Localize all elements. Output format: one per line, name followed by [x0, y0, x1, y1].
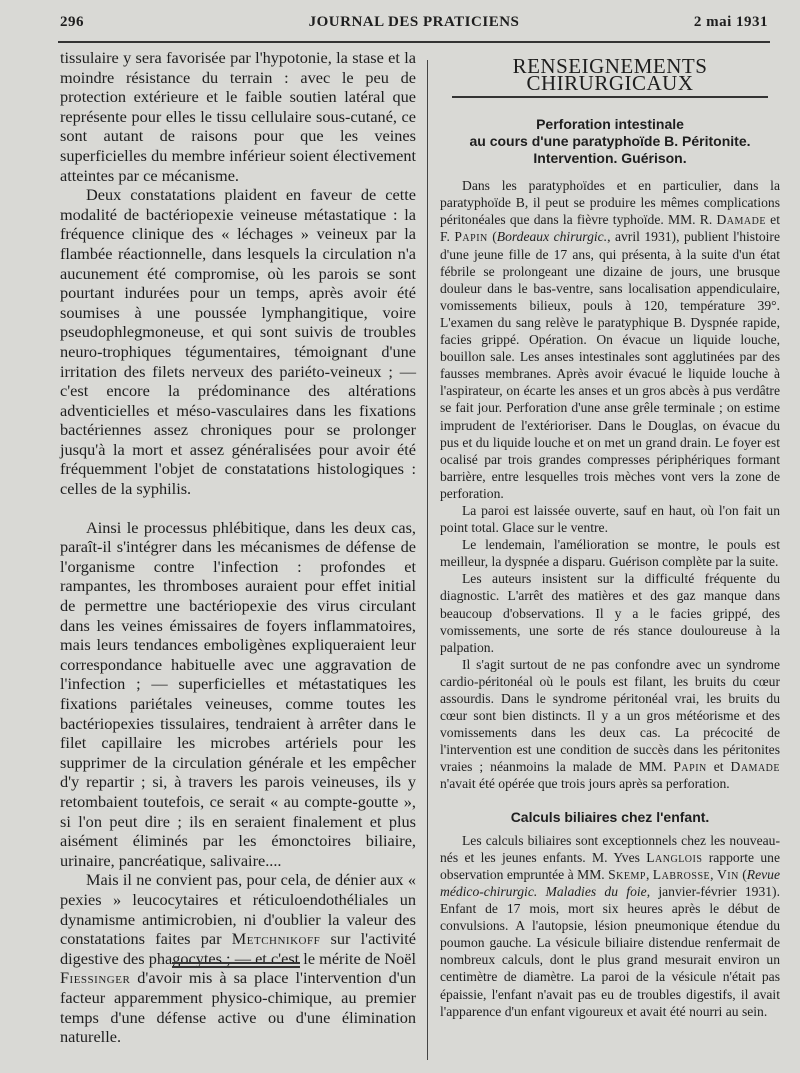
author-name: Vin	[716, 866, 739, 882]
paragraph: Ainsi le processus phlébitique, dans les deux cas, paraît-il s'intégrer dans les mécanismes de défense de l'organisme contre l'infection : profondes et rampantes, les thromboses auraient pour effet initial de permettre une bactériopexie des virus circulant dans les veines émissaires de foyers inflammatoires, mais leurs tendances emboligènes expliqueraient leur correspondance habituelle avec une aggravation de l'infection ; — superficielles et métastatiques les fixations pariétales veineuses, comme toutes les bactériopexies tissulaires, tendraient à arrêter dans le filet capillaire les microbes artériels pour les supprimer de la circulation générale et les empêcher d'y repartir ; si, à travers les parois veineuses, ils y retombaient toutefois, ce serait « au compte-goutte », si l'on peut dire ; ils en seraient finalement et plus aisément éliminés par les émonctoires biliaire, urinaire, pancréatique, salivaire....	[60, 517, 416, 870]
paragraph: Les calculs biliaires sont exceptionnels chez les nouveau-nés et les jeunes enfants. M. Yves Langlois rapporte une observation empruntée à MM. Skemp, Labrosse, Vin (Revue médico-chirurgic. Maladies du foie, janvier-février 1931). Enfant de 17 mois, mort six heures après le début de convulsions. A l'autopsie, lésion pneumonique étendue du poumon gauche. La vésicule biliaire distendue renfermait de nombreux calculs, dont le plus grand mesurait environ un centimètre de diamètre. La paroi de la vésicule n'était pas épaissie, l'enfant n'avait pas eu de troubles digestifs, il avait l'apparence d'un enfant vigoureux et avait été nourri au sein.	[440, 832, 780, 1019]
paragraph: Dans les paratyphoïdes et en particulier, dans la paratyphoïde B, il peut se produire les mêmes complications péritonéales que dans la fièvre typhoïde. MM. R. Damade et F. Papin (Bordeaux chirurgic., avril 1931), publient l'histoire d'une jeune fille de 17 ans, qui présenta, à la suite d'un état fébrile se prolongeant une dizaine de jours, une brusque douleur dans le bas-ventre, sans localisation appendiculaire, vomissements bilieux, pouls à 120, température 39°. L'examen du sang relève le paratyphique B. Dyspnée rapide, facies grippé. Opération. On évacue un liquide louche, bouillon sale. Les anses intestinales sont agglutinées par des fausses membranes. Après avoir évacué le liquide louche à l'aspirateur, on écarte les anses et un gros abcès à pus verdâtre se fait jour. Perforation d'une anse grêle terminale ; on estime imprudent de l'extérioriser. Dans le Douglas, on évacue du pus et du liquide louche et on met un grand drain. Le foyer est ocalisé par trois grandes compresses périphériques formant barrière, entre lesquelles trois mèches vont vers la zone de perforation.	[440, 178, 780, 501]
page-number: 296	[60, 14, 84, 30]
left-column	[60, 48, 416, 1047]
paragraph: Les auteurs insistent sur la difficulté fréquente du diagnostic. L'arrêt des matières et des gaz manque dans beaucoup d'observations. Il y a le facies grippé, des vomissements, une sorte de rés stance douloureuse à la palpation.	[440, 571, 780, 655]
author-name: Damade	[730, 759, 780, 775]
paragraph: tissulaire y sera favorisée par l'hypotonie, la stase et la moindre résistance du terrain : avec le peu de protection extérieure et le faible soutien latéral que représente pour elles le tissu cellulaire sous-cutané, ce sont autant de raisons pour que les veines superficielles du membre inférieur soient électivement atteintes par ce mécanisme.	[60, 48, 416, 185]
paragraph: La paroi est laissée ouverte, sauf en haut, où l'on fait un point total. Glace sur le ventre.	[440, 502, 780, 536]
author-name: Langlois	[646, 849, 703, 865]
running-head	[60, 14, 768, 36]
header-rule	[58, 41, 770, 43]
source-title: Revue médico-chirurgic. Maladies du foie	[440, 866, 780, 899]
author-name: Papin	[454, 229, 488, 245]
right-column	[440, 54, 780, 1020]
author-name: Labrosse	[652, 866, 711, 882]
column-divider	[427, 60, 428, 1060]
author-name: Skemp	[608, 866, 646, 882]
paragraph: Il s'agit surtout de ne pas confondre avec un syndrome cardio-péritonéal où le pouls est filant, les bruits du cœur assourdis. Dans le syndrome péritonéal vrai, les bruits du cœur sont bien distincts. Il y a un gros météorisme et des vomissements dans les deux cas. La précocité de l'intervention est une condition de succès dans les péritonites vraies ; néanmoins la malade de MM. Papin et Damade n'avait été opérée que trois jours après sa perforation.	[440, 656, 780, 792]
author-name: Metchnikoff	[231, 929, 321, 949]
article-end-rule	[172, 962, 300, 970]
paragraph: Deux constatations plaident en faveur de cette modalité de bactériopexie veineuse métastatique : la fréquence clinique des « léchages » veineux par la flambée réactionnelle, dans lesquels la circulation n'a aucunement été compromise, où les parois se sont pourtant indurées pour un temps, après avoir été soumises à une poussée lymphangitique, voire pseudophlegmoneuse, et qui sont suivis de troubles neuro-trophiques tégumentaires, témoignant d'une irritation des filets nerveux des pariéto-veineux ; — c'est encore la prédominance des altérations adventicielles et méso-vasculaires dans les fixations bactériennes assez chroniques pour se prolonger jusqu'à la mort et assez généralisées pour avoir été fréquemment l'objet de constatations histologiques : celles de la syphilis.	[60, 185, 416, 499]
source-title: Bordeaux chirurgic.	[496, 229, 608, 245]
paragraph-gap	[60, 499, 416, 518]
section-title: RENSEIGNEMENTS CHIRURGICAUX	[452, 58, 768, 98]
paragraph: Mais il ne convient pas, pour cela, de dénier aux « pexies » leucocytaires et réticuloendothéliales un dynamisme antimicrobien, ni d'oublier la valeur des constatations faites par Metchnikoff sur l'activité digestive des phagocytes ; — et c'est le mérite de Noël Fiessinger d'avoir mis à sa place l'intervention d'un facteur apparemment physico-chimique, au premier temps d'une défense active ou d'une élimination naturelle.	[60, 870, 416, 1047]
journal-title: JOURNAL DES PRATICIENS	[308, 14, 520, 30]
issue-date: 2 mai 1931	[693, 14, 768, 30]
paragraph: Le lendemain, l'amélioration se montre, le pouls est meilleur, la dyspnée a disparu. Guérison complète par la suite.	[440, 537, 780, 570]
article-title: Calculs biliaires chez l'enfant.	[510, 808, 710, 825]
author-name: Fiessinger	[60, 968, 131, 988]
author-name: Papin	[673, 759, 707, 775]
article-title: Perforation intestinale au cours d'une paratyphoïde B. Péritonite. Intervention. Guérison.	[469, 116, 751, 167]
author-name: Damade	[716, 212, 766, 228]
